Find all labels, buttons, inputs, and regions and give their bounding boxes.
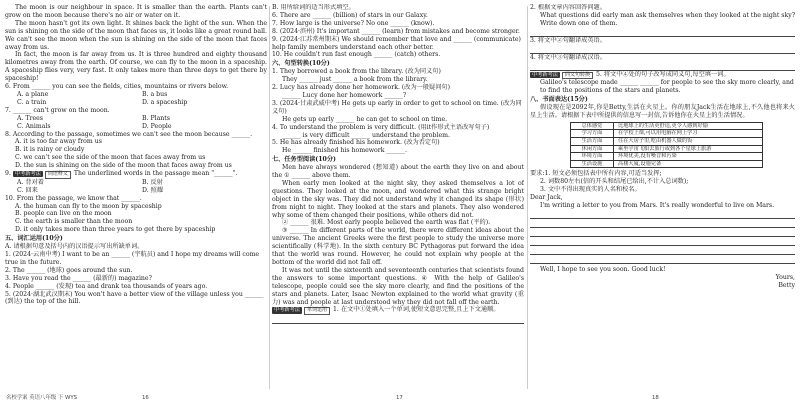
fill-item: 10. He couldn't run fast enough ______ (catch) others. [272,51,441,59]
answer-line[interactable] [530,219,795,228]
option[interactable]: C. a train [17,98,47,106]
word-use-tag: 单词运用 [304,307,330,315]
option[interactable]: C. we can't see the side of the moon that faces away from us [15,154,206,162]
requirement: 2. 词数80左右(信的开头和结尾已给出,不计入总词数); [540,178,689,186]
task-paragraph: It was not until the sixteenth and seventeenth centuries that scientists found the answers to some important questions. ④ With the help of Galileo's telescope, people could see the sky more clearly, and find the positions of the stars and planets. Later, Isaac Newton explained to the world what gravity (重力) was and people at last understood why they did not fall off the earth. [272,266,524,306]
letter-closing: Well, I hope to see you soon. Good luck! [540,265,666,273]
question-6: 6. From ______ you can see the fields, cities, mountains or rivers below. [5,83,229,91]
transform-answer: ______ is very difficult ______ understand the problem. [282,131,450,139]
options-9 [5,187,267,195]
task-paragraph: When early men looked at the night sky, they asked themselves a lot of questions. They looked at the moon, and wondered what this strange bright object in the sky was. They did not understand why it changed its shape (形状) from night to night. They looked at the stars and planets. They also wondered why some of them changed their positions, while others did not. [272,179,524,219]
fill-item: 6. There are ______ (billion) of stars in our Galaxy. [272,11,428,19]
writing-prompt: 假设现在是2092年,你是Betty,生活在火星上。你的朋友Jack生活在地球上,不久他也将来火星上生活。请根据下表中所提供的信息写一封信,告诉他你在火星上的生活情况。 [530,104,795,119]
page-number: 16 [142,395,149,401]
transform-answer: He gets up early ______ he can get to school on time. [282,115,448,123]
transform-item: 5. He has already finished his homework. (改为否定句) [272,139,440,147]
option[interactable]: B. Plants [142,114,170,122]
option[interactable]: A. 背对着 [17,178,44,186]
task-question-3: 3. 将文中②句翻译成英语。 [530,36,606,44]
options-7 [5,123,267,131]
option[interactable]: D. People [142,122,172,130]
fill-item: 7. How large is the universe? No one ______ (know). [272,19,435,27]
requirement: 要求:1. 短文必须包括表中所有内容,可适当发挥; [530,170,662,178]
question-8: 8. According to the passage, sometimes we can't see the moon because ______. [5,130,253,138]
transform-item: 2. Lucy has already done her homework. (改为一般疑问句) [272,84,451,92]
transform-item: 4. To understand the problem is very difficult. (用it作形式主语改写句子) [272,123,490,131]
option[interactable]: D. a spaceship [142,98,188,106]
task-question-1: 中考新考法 单词运用 1. 在文中①处填入一个单词,使短文意思完整,且上下文通顺。 [274,306,500,314]
column-divider [269,6,270,389]
section-heading: 六、句型转换(10分) [272,60,330,68]
option[interactable]: C. Animals [17,122,51,130]
option[interactable]: C. 回来 [17,186,38,194]
letter-sign-off: Yours, [775,273,795,281]
task-question-4: 4. 将文中③句翻译成汉语。 [530,53,606,61]
footer-text: 名校学案 英语八年级 下 WYS [6,395,78,401]
fill-item: 8. (2024·滨州) It's important ______ (learn) from mistakes and become stronger. [272,27,520,35]
question-10: 10. From the passage, we know that ______. [5,194,142,202]
table-row: 学习方面 在学校上课,可以用电脑在网上学习 [571,130,763,138]
letter-opening: I'm writing a letter to you from Mars. It's really wonderful to live on Mars. [540,202,775,210]
option[interactable]: A. a plane [17,90,49,98]
options-9 [5,179,267,187]
options-6 [5,91,267,99]
info-table [570,122,763,169]
answer-line[interactable] [530,210,795,219]
page-number: 18 [652,395,659,401]
section-heading: 八、书面表达(15分) [530,96,588,104]
option[interactable]: C. the earth is smaller than the moon [15,218,133,226]
task-paragraph: Men have always wondered (想知道) about the earth they live on and about the ① ______ above them. [272,164,524,180]
column-page-18 [530,4,795,389]
section-heading: 五、词汇运用(10分) [5,235,63,243]
option[interactable]: A. the human can fly to the moon by spaceship [15,202,162,210]
question-7: 7. ______ can't grow on the moon. [5,106,110,114]
answer-line[interactable] [530,45,795,54]
option[interactable]: B. 反射 [142,178,163,186]
letter-greeting: Dear Jack, [530,194,563,202]
instruction: A. 请根据句意及括号内的汉语提示写出所缺单词。 [5,243,144,251]
synonym-tag: 同义句转换 [562,72,593,80]
transform-answer: ______ Lucy done her homework ______? [282,91,407,99]
answer-line[interactable] [530,246,795,255]
question-9: 9. 中考新考法 词语释义 The underlined words in the passage mean "______". [5,170,238,178]
answer-line[interactable] [530,228,795,237]
fill-item: 3. Have you read the ______ (最新的) magazine? [5,274,152,282]
page-number: 17 [396,395,403,401]
option[interactable]: A. Trees [17,114,43,122]
question-text: Galileo's telescope made ______ ______ for people to see the sky more clearly, and to find the positions of the stars and planets. [540,79,794,95]
option[interactable]: B. people can live on the moon [15,210,112,218]
task-paragraph: ③ ______ In different parts of the world, there were different ideas about the universe. The ancient Greeks were the first people to study the universe more scientifically (科学地). In the sixth century BC Pythagoras put forward the idea that the world was round. However, he could not explain why people at the bottom of the world did not fall off. [272,227,524,266]
task-paragraph: ② ______ 很难. Most early people believed the earth was flat (平的). [282,219,491,227]
new-method-tag: 中考新考法 [274,307,300,314]
column-page-16 [5,4,267,389]
table-row: 生活方面 住在大房子里,吃由机器人做的饭 [571,138,763,146]
task-question-5: 中考新考法 同义句转换 5. 将文中④处的句子改写成同义句,每空填一词。 [532,70,730,78]
transform-answer: They ______ just ______ a book from the library. [282,76,428,84]
new-method-tag: 中考新考法 [532,71,558,78]
option[interactable]: A. it is too far away from us [15,138,102,146]
passage-paragraph: In fact, the moon is far away from us. It is three hundred and eighty thousand kilometres away from the earth. Of course, we can fly to the moon in a spaceship. A spaceship flies very, very fast. It only takes more than three days to get there by spaceship! [5,51,267,83]
passage-paragraph: The moon is our neighbour in space. It is smaller than the earth. Plants can't grow on the moon because there's no air or water on it. [5,4,267,19]
column-page-17 [272,4,524,389]
answer-line[interactable] [530,62,795,71]
letter-signature: Betty [778,281,795,289]
option[interactable]: D. 照耀 [142,186,164,194]
fill-item: 5. (2024·湖北武汉期末) You won't have a better view of the village unless you ______ (到达) the top of the hill. [5,290,264,306]
answer-line[interactable] [530,28,795,37]
table-row: 休闲方面 乘坐宇宙飞船去旅行或到各个星球上旅游 [571,145,763,153]
answer-line[interactable] [530,255,795,264]
instruction: B. 用所给词的适当形式填空。 [272,4,355,11]
transform-item: 3. (2024·甘肃武威中考) He gets up early in order to get to school on time. (改为同义句) [272,99,522,115]
fill-item: 4. People ______ (发现) tea and drank tea thousands of years ago. [5,282,208,290]
option[interactable]: D. it only takes more than three years to get there by spaceship [15,226,216,234]
passage-paragraph: The moon hasn't got its own light. It shines back the light of the sun. When the sun is shining on the side of the moon that faces us, it looks like a great round ball. We can't see the moon when the sun is shining on the side of the moon that faces away from us. [5,19,267,51]
section-heading: 七、任务型阅读(10分) [272,156,336,164]
table-row: 环境方面 环境优美,没有噪音和污染 [571,153,763,161]
options-6 [5,99,267,107]
options-7 [5,115,267,123]
answer-line[interactable] [530,237,795,246]
transform-item: 1. They borrowed a book from the library. (改为同义句) [272,68,441,76]
fill-item: 2. The ______ (地球) goes around the sun. [5,266,133,274]
fill-item: 9. (2024·江苏常州期末) We should remember that love and ______ (communicate) help family members understand each other better. [272,35,521,51]
option[interactable]: B. a bus [142,90,168,98]
table-row: 生活设施 高楼大厦,设施完备 [571,160,763,168]
transform-answer: He ______ finished his homework ______. [282,147,407,155]
question-text: What questions did early man ask themselves when they looked at the night sky? Write down one of them. [540,11,795,27]
new-method-tag: 中考新考法 [14,171,41,178]
column-divider [527,6,528,389]
requirement: 3. 文中不得出现真实的人名和校名。 [540,186,641,194]
word-meaning-tag: 词语释义 [45,171,71,179]
answer-line[interactable] [272,315,524,324]
table-row: 总体感觉 比地球上的生活更舒适,更令人感到好愉 [571,122,763,130]
option[interactable]: B. it is rainy or cloudy [15,146,85,154]
task-question-2: 2. 根据文章内容回答问题。 [530,4,606,11]
option[interactable]: D. the sun is shining on the side of the moon that faces away from us [15,162,232,170]
fill-item: 1. (2024·云南中考) I want to be an ______ (宇航员) and I hope my dreams will come true in the future. [5,250,260,266]
